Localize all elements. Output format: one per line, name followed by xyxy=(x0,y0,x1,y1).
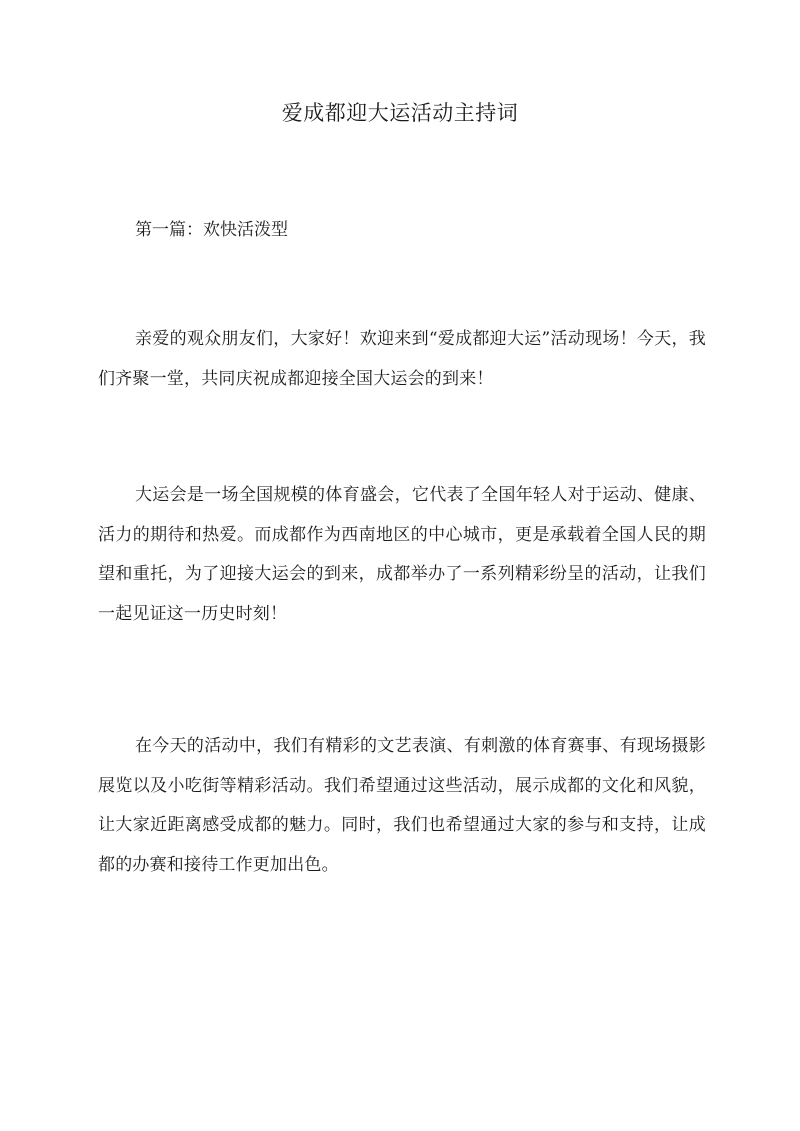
section-heading: 第一篇：欢快活泼型 xyxy=(135,220,288,240)
paragraph-1: 亲爱的观众朋友们，大家好！欢迎来到“爱成都迎大运”活动现场！今天，我们齐聚一堂，共同庆祝成都迎接全国大运会的到来！ xyxy=(98,329,706,389)
document-title: 爱成都迎大运活动主持词 xyxy=(281,101,519,125)
paragraph-2: 大运会是一场全国规模的体育盛会，它代表了全国年轻人对于运动、健康、活力的期待和热爱。而成都作为西南地区的中心城市，更是承载着全国人民的期望和重托，为了迎接大运会的到来，成都举办了一系列精彩纷呈的活动，让我们一起见证这一历史时刻！ xyxy=(98,485,706,624)
paragraph-3: 在今天的活动中，我们有精彩的文艺表演、有刺激的体育赛事、有现场摄影展览以及小吃街等精彩活动。我们希望通过这些活动，展示成都的文化和风貌，让大家近距离感受成都的魅力。同时，我们也希望通过大家的参与和支持，让成都的办赛和接待工作更加出色。 xyxy=(98,736,706,875)
